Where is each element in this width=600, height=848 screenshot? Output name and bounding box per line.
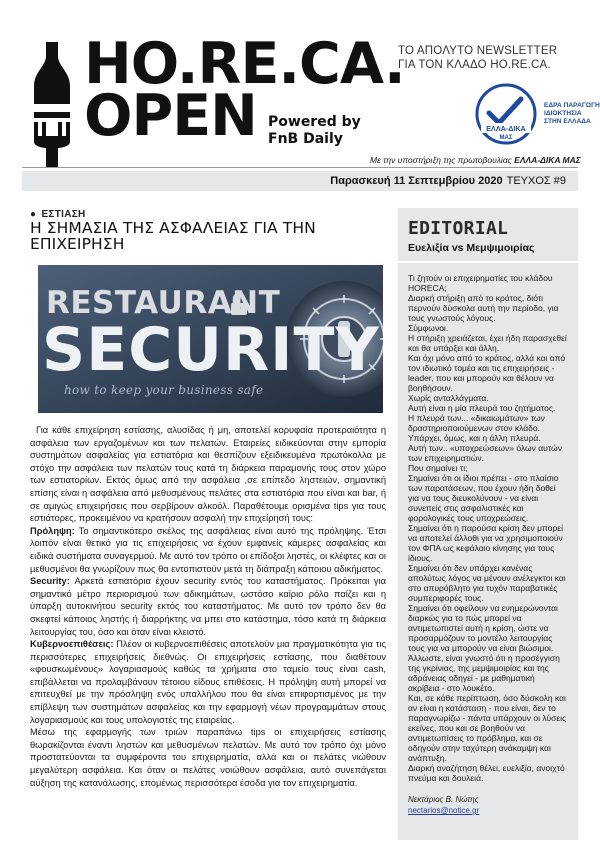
support-line [370, 155, 581, 165]
cyber-label: Κυβερνοεπιθέσεις: [30, 639, 114, 650]
editorial-paragraph: Χωρίς ανταλλάγματα. [408, 393, 489, 403]
hero-subtitle: how to keep your business safe [64, 383, 264, 397]
security-text: Αρκετά εστιατόρια έχουν security εντός του καταστήματος. Πρόκειται για σημαντικό μέτρο περιορισμού των αδικημάτων, ωστόσο καίριο ρόλο παίζει και η ύπαρξη αυτοκινήτου security εκτός του καταστήματος. Με αυτό τον τρόπο δεν θα σκεφτεί κάποιος ληστής ή διαρρήκτης να μπει στο κατάστημα, τόσο κατά τη διάρκεια λειτουργίας του, όσο και όταν είναι κλειστό. [30, 576, 386, 637]
brand-line-2: OPEN [84, 83, 257, 149]
prevention-text: Το σημαντικότερο σκέλος της ασφάλειας είναι αυτό της πρόληψης. Έτσι λοιπόν είναι θετικό για τις επιχειρήσεις να έχουν εμφανείς κάμερες ασφαλείας και ειδικά συστήματα συναγερμού. Με αυτό τον τρόπο οι επίδοξοι ληστές, οι κλέφτες και οι μεθυσμένοι θα γνωρίζουν πως θα εντοπιστούν μετά τη διάπραξη κάποιου αδικήματος. [30, 525, 386, 574]
editorial-panel [398, 208, 578, 840]
article-paragraph-security [30, 575, 386, 638]
tagline-line-1: ΤΟ ΑΠΟΛΥΤΟ NEWSLETTER [398, 45, 558, 57]
article-paragraph-conclusion: Μέσω της εφαρμογής των τριών παραπάνω tips οι επιχειρήσεις εστίασης θωρακίζονται έναντι ληστών και μεθυσμένων πελατών. Με αυτό τον τρόπο όχι μόνο προστατεύονται τα συμφέροντα του επιχειρηματία, αλλά και οι πελάτες νιώθουν μεγαλύτερη ασφάλεια. Και όταν οι πελάτες νοιώθουν ασφάλεια, αυτό συνεπάγεται αύξηση της κατανάλωσης, επομένως περισσότερα έσοδα για τον επιχειρηματία. [30, 727, 386, 788]
editorial-paragraph: Υπάρχει, όμως, και η άλλη πλευρά. [408, 433, 541, 443]
editorial-email-link[interactable]: nectarios@notice.gr [408, 806, 480, 815]
editorial-paragraph: Διαρκή στήριξη από το κράτος, διότι περνούν δύσκολα αυτή την περίοδο, για τους γνωστούς λόγους. [408, 293, 559, 323]
svg-text:ΜΑΣ: ΜΑΣ [499, 135, 513, 141]
support-prefix: Με την υποστήριξη της πρωτοβουλίας [370, 155, 515, 165]
editorial-author: Νεκτάριος Β. Νώτης [408, 795, 479, 804]
section-label: ΕΣΤΙΑΣΗ [41, 209, 86, 220]
editorial-paragraph: Σημαίνει ότι δεν υπάρχει κανένας απολύτως λόγος να μένουν ανέλεγκτοι και στο απυρόβλητο για τυχόν παραβατικές συμπεριφορές τους. [408, 563, 566, 603]
security-label: Security: [30, 576, 70, 587]
editorial-paragraph: Αυτή των.. «υποχρεώσεων» όλων αυτών των επιχειρηματιών. [408, 443, 562, 463]
cyber-text: Πλέον οι κυβερνοεπιθέσεις αποτελούν μια πραγματικότητα για τις περισσότερες επιχειρήσεις διεθνώς. Οι επιχειρήσεις εστίασης, που διαθέτουν «φουσκωμένους» λογαριασμούς καθώς τα χρήματα στο ταμείο τους είναι cash, επιβάλλεται να προλαμβάνουν τέτοιου είδους επιθέσεις. Η πρόληψη αυτή μπορεί να επιτευχθεί με την πρόσληψη ενός υπαλλήλου που θα είναι επιφορτισμένος με την επίβλεψη των συστημάτων ασφαλείας και την εφαρμογή νέων προγραμμάτων στους λογαριασμούς και τους υπολογιστές της εταιρείας. [30, 639, 386, 725]
editorial-paragraph: Τι ζητούν οι επιχειρηματίες του κλάδου HORECA; [408, 273, 553, 293]
powered-line-1: Powered by [268, 114, 361, 130]
brand-line-1: HO.RE.CA. [84, 31, 405, 97]
tagline-line-2: ΓΙΑ ΤΟΝ ΚΛΑΔΟ HO.RE.CA. [398, 59, 551, 71]
ella-dika-mas-logo [475, 83, 537, 145]
powered-by [268, 114, 361, 148]
prevention-label: Πρόληψη: [30, 525, 75, 536]
issue-number: ΤΕΥΧΟΣ #9 [506, 175, 566, 187]
editorial-paragraph: Και, σε κάθε περίπτωση, όσο δύσκολη και αν είναι η κατάσταση - που είναι, δεν το παραγνωρίζω - πάντα υπάρχουν οι λύσεις εκείνες, που και σε βοηθούν να αντιμετωπίσεις το πρόβλημα, και σε οδηγούν στην ταχύτερη ανάκαμψη και ανάπτυξη. [408, 693, 567, 763]
logo-side-text: ΕΔΡΑ ΠΑΡΑΓΩΓΗ ΙΔΙΟΚΤΗΣΙΑ ΣΤΗΝ ΕΛΛΑΔΑ [544, 102, 600, 125]
hero-word-restaurant: RESTAURANT [46, 285, 281, 321]
editorial-paragraph: Σύμφωνοι. [408, 323, 449, 333]
powered-line-2: FnB Daily [268, 131, 343, 147]
newsletter-tagline [398, 44, 580, 72]
article-paragraph-intro: Για κάθε επιχείρηση εστίασης, αλυσίδας ή μη, αποτελεί κορυφαία προτεραιότητα η ασφάλεια των εργαζομένων και των πελατών. Εταιρείες ειδικεύονται στην εμπορία συστημάτων ασφαλείας για εστιατόρια και θεσπίζουν εξειδικευμένα πρωτόκολλα με στόχο την ασφάλεια των πελατών τους κατά τη διάρκεια παραμονής τους στον χώρο των εστιατορίων. Εκτός όμως από την ασφάλεια ,σε επίπεδο ληστειών, σημαντική επίσης είναι η ασφάλεια από μεθυσμένους πελάτες στα εστιατόρια που είναι και bar, ή σε αμιγώς επιχειρήσεις που σερβίρουν αλκοόλ. Παραθέτουμε ορισμένα tips για τους εστιάτορες, προκειμένου να κρατήσουν ασφαλή την επιχείρησή τους: [30, 425, 386, 524]
editorial-paragraph: Σημαίνει ότι η παρούσα κρίση δεν μπορεί να αποτελεί άλλοθι για να χρησιμοποιούν τον ΦΠΑ ως κεφάλαιο κίνησης για τους ίδιους. [408, 523, 563, 563]
svg-text:ΕΛΛΑ-ΔΙΚΑ: ΕΛΛΑ-ΔΙΚΑ [486, 124, 526, 133]
header-divider [22, 167, 578, 168]
editorial-paragraph: Η πλευρά των... «δικαιωμάτων» των δραστηριοποιούμενων στον κλάδο. [408, 413, 545, 433]
editorial-paragraph: Αυτή είναι η μία πλευρά του ζητήματος. [408, 403, 556, 413]
editorial-paragraph: Και όχι μόνο από το κράτος, αλλά και από τον ιδιωτικό τομέα και τις επιχειρήσεις - leader, που και μπορούν και θέλουν να βοηθήσουν. [408, 353, 566, 393]
article-title: Η ΣΗΜΑΣΙΑ ΤΗΣ ΑΣΦΑΛΕΙΑΣ ΓΙΑ ΤΗΝ ΕΠΙΧΕΙΡΗΣΗ [30, 219, 316, 253]
editorial-paragraph: Η στήριξη χρειάζεται, έχει ήδη παρασχεθεί και θα υπάρξει και άλλη. [408, 333, 567, 353]
issue-date-bar [22, 171, 578, 191]
article-paragraph-prevention [30, 525, 386, 575]
article-hero-image [38, 265, 383, 413]
editorial-paragraph: Σημαίνει ότι οφείλουν να ενημερώνονται διαρκώς για το πώς μπορεί να αντιμετωπιστεί αυτή η κρίση, ώστε να προσαρμόζουν το μοντέλο λειτουργίας τους για να μπορούν να είναι βιώσιμοι. [408, 603, 558, 653]
article-paragraph-cyber [30, 638, 386, 726]
editorial-paragraph: Που σημαίνει τι; [408, 463, 468, 473]
issue-date: Παρασκευή 11 Σεπτεμβρίου 2020 [330, 175, 503, 187]
hero-word-security: SECURITY [42, 315, 380, 385]
editorial-paragraph: Σημαίνει ότι οι ίδιοι πρέπει - στο πλαίσιο των παρατάσεων, που έχουν ήδη δοθεί για να τους διευκολύνουν - να είναι συνεπείς στις ασφαλιστικές και φορολογικές τους υποχρεώσεις. [408, 473, 559, 523]
wine-bottle-fork-icon [22, 40, 82, 170]
editorial-paragraph: Άλλωστε, είναι γνωστό ότι η προσέγγιση της γκρίνιας, της μεμψιμοιρίας και της αδράνειας οδηγεί - με μαθηματική ακρίβεια - στο λουκέτο. [408, 653, 560, 693]
editorial-body [408, 273, 568, 783]
editorial-header [398, 208, 578, 263]
bullet-icon: ● [30, 209, 37, 220]
editorial-paragraph: Διαρκή αναζήτηση θέλει, ευελιξία, ανοιχτό πνεύμα και δουλειά. [408, 763, 565, 783]
article-body [30, 424, 386, 789]
editorial-subtitle: Ευελιξία vs Μεμψιμοιρίας [408, 242, 535, 254]
support-initiative: ΕΛΛΑ-ΔΙΚΑ ΜΑΣ [514, 155, 581, 165]
editorial-heading: EDITORIAL [408, 218, 509, 239]
